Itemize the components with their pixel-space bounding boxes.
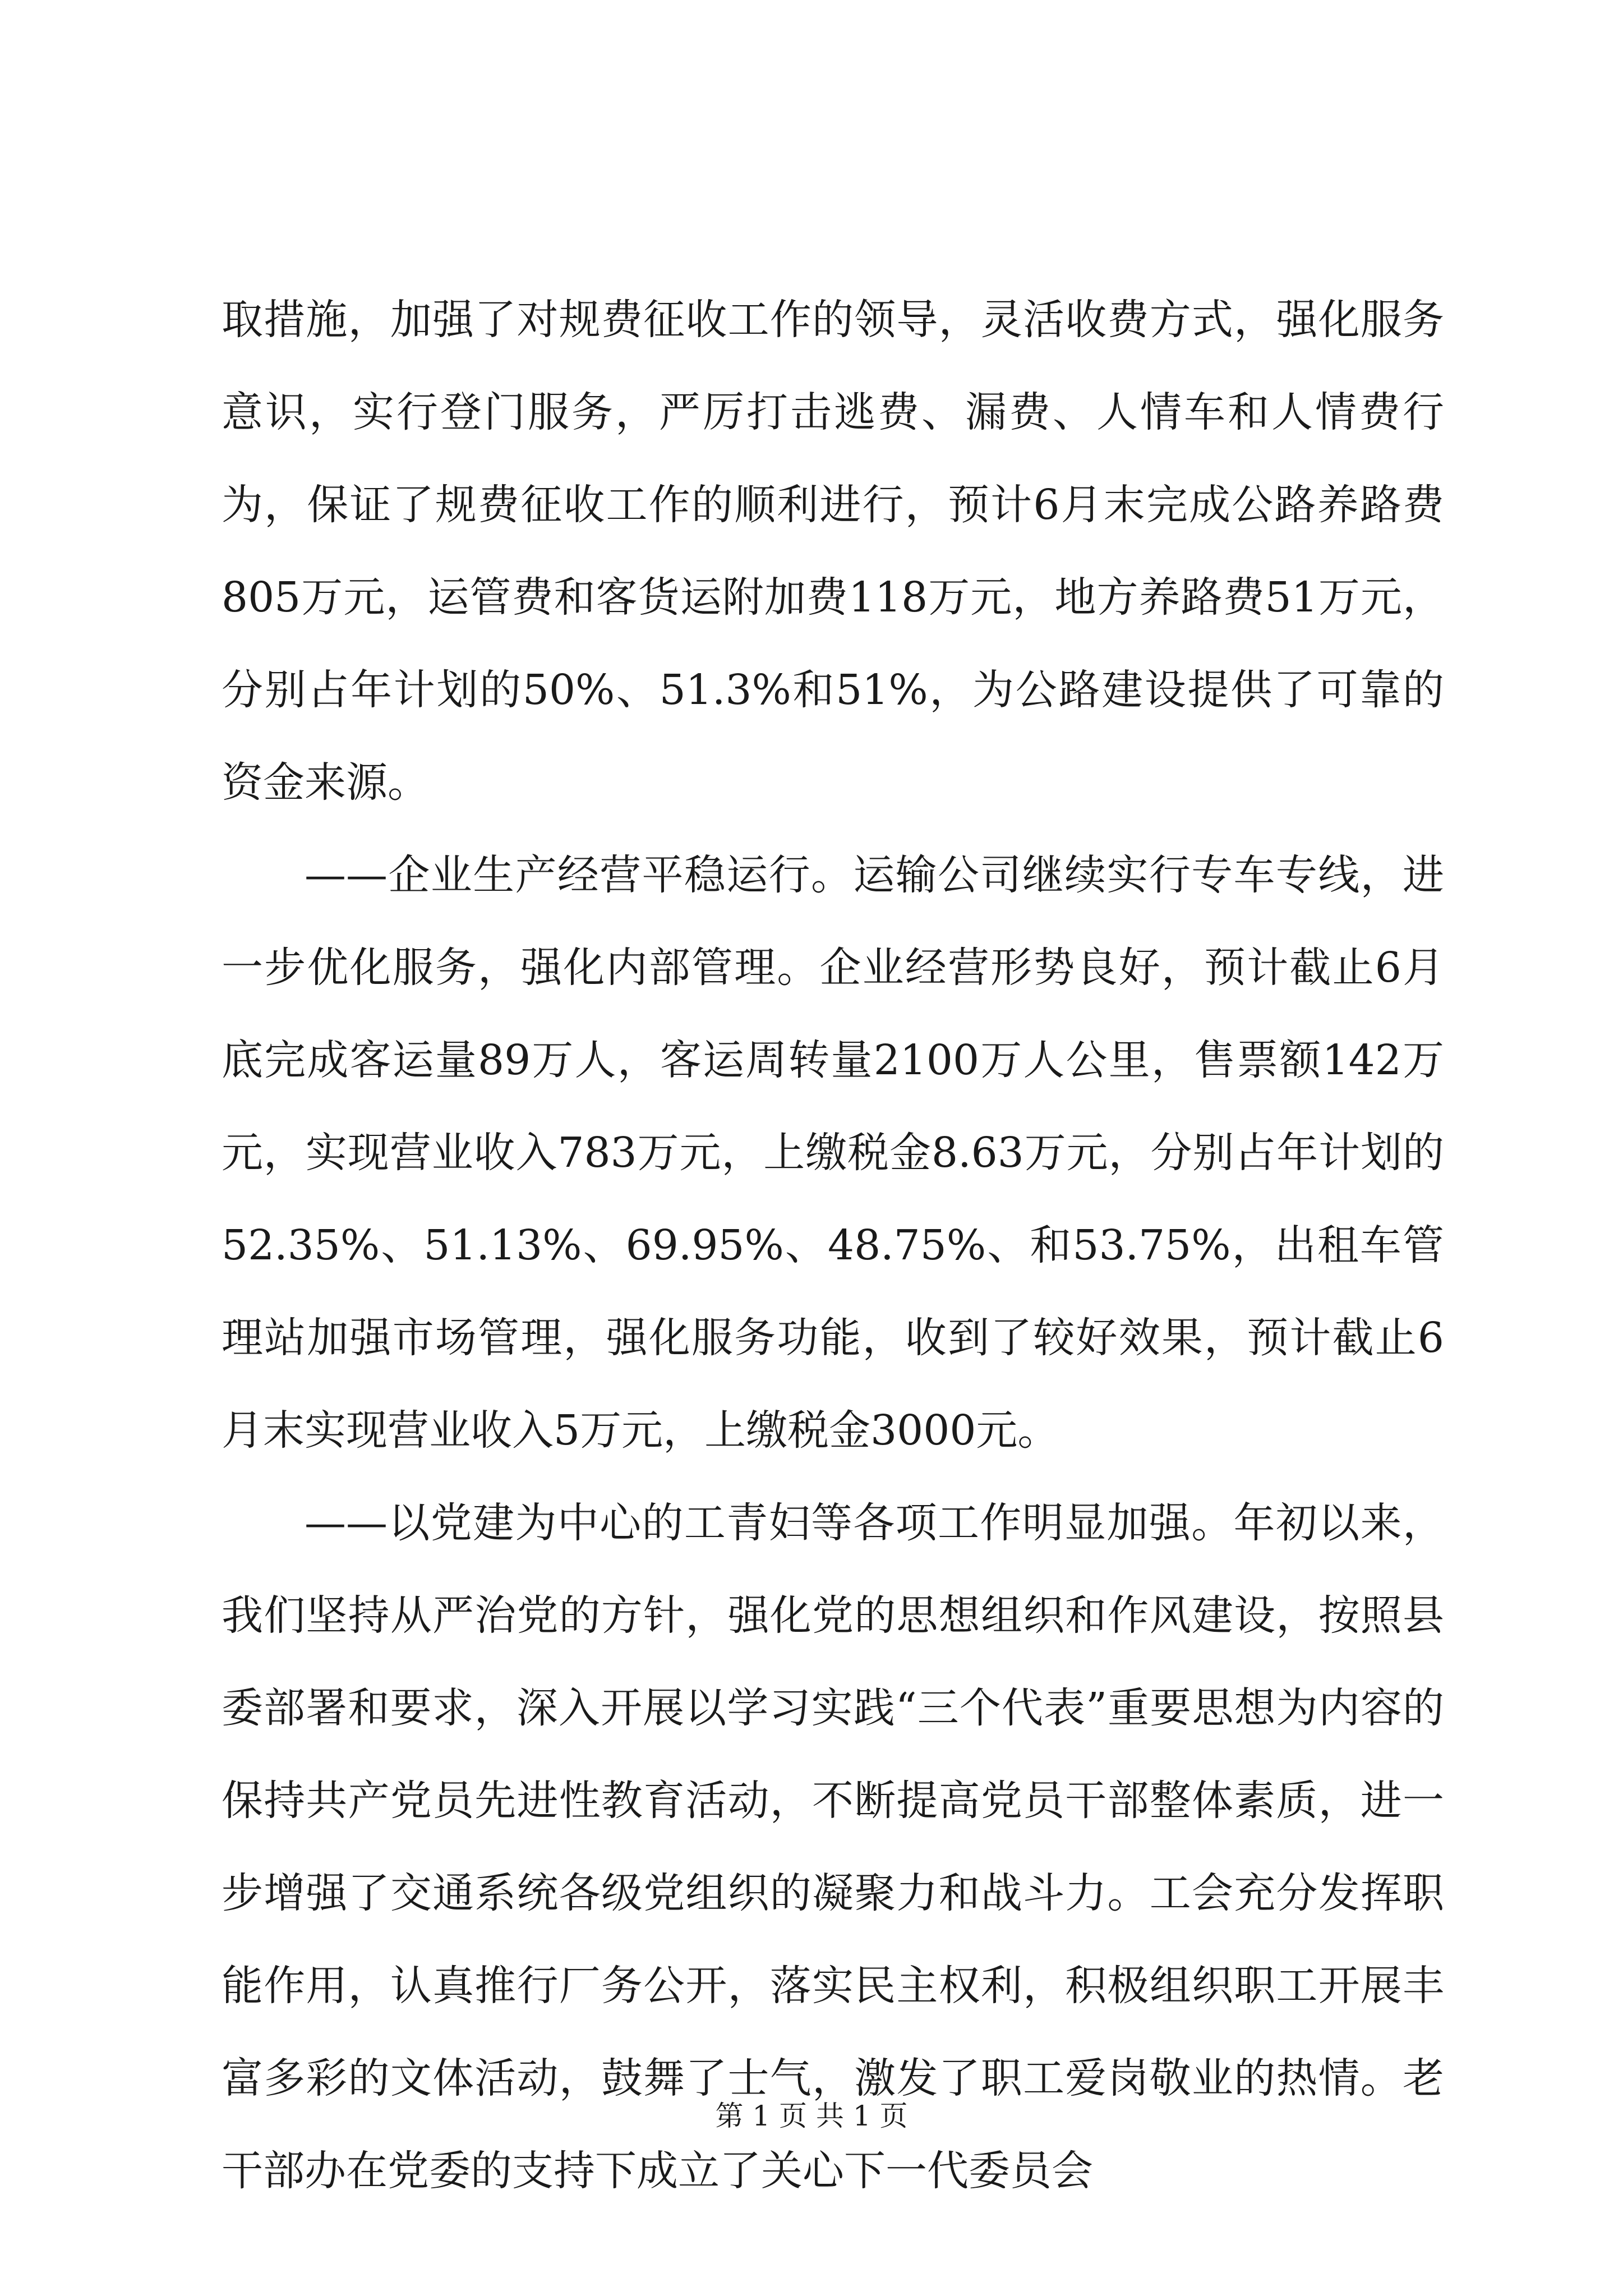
page-footer: 第 1 页 共 1 页 (715, 2100, 908, 2132)
paragraph-3: ——以党建为中心的工青妇等各项工作明显加强。年初以来，我们坚持从严治党的方针，强化党的思想组织和作风建设，按照县委部署和要求，深入开展以学习实践“三个代表”重要思想为内容的保持共产党员先进性教育活动，不断提高党员干部整体素质，进一步增强了交通系统各级党组织的凝聚力和战斗力。工会充分发挥职能作用，认真推行厂务公开，落实民主权利，积极组织职工开展丰富多彩的文体活动，鼓舞了士气，激发了职工爱岗敬业的热情。老干部办在党委的支持下成立了关心下一代委员会 (222, 1499, 1444, 2195)
document-body (222, 274, 1444, 2217)
paragraph-2: ——企业生产经营平稳运行。运输公司继续实行专车专线，进一步优化服务，强化内部管理。企业经营形势良好，预计截止6月底完成客运量89万人，客运周转量2100万人公里，售票额142万元，实现营业收入783万元，上缴税金8.63万元，分别占年计划的52.35%、51.13%、69.95%、48.75%、和53.75%，出租车管理站加强市场管理，强化服务功能，收到了较好效果，预计截止6月末实现营业收入5万元，上缴税金3000元。 (222, 851, 1444, 1455)
paragraph-1: 取措施，加强了对规费征收工作的领导，灵活收费方式，强化服务意识，实行登门服务，严厉打击逃费、漏费、人情车和人情费行为，保证了规费征收工作的顺利进行，预计6月末完成公路养路费805万元，运管费和客货运附加费118万元，地方养路费51万元，分别占年计划的50%、51.3%和51%，为公路建设提供了可靠的资金来源。 (222, 296, 1444, 807)
